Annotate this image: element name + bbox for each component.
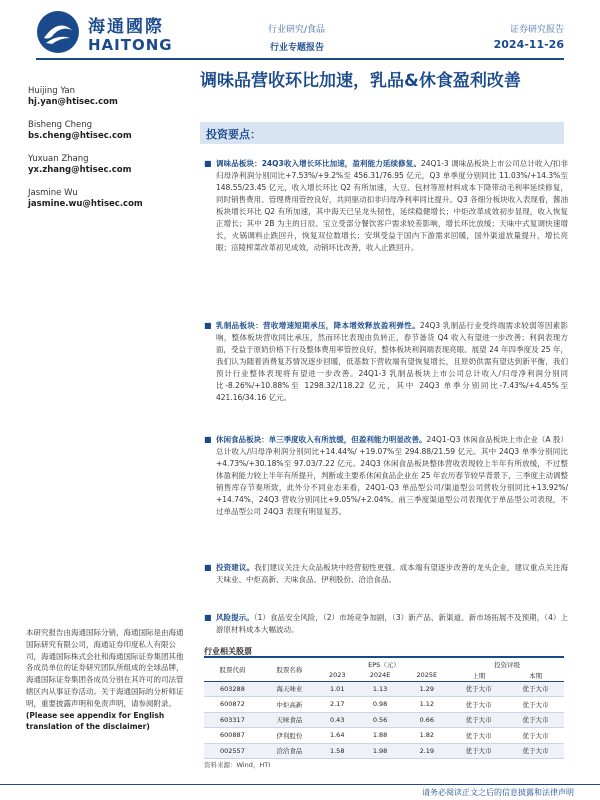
cell-eps: 1.13: [357, 681, 404, 697]
table-row: [204, 712, 564, 728]
cell-name: 海天味业: [261, 681, 318, 697]
col-header-rating: 投资评级: [494, 660, 521, 669]
col-header-year: 2024E: [357, 670, 404, 681]
table-row: [204, 681, 564, 697]
cell-eps: 1.29: [403, 681, 450, 697]
cell-code: 600872: [204, 697, 261, 713]
cell-eps: 0.56: [357, 712, 404, 728]
cell-eps: 1.88: [357, 728, 404, 744]
table-row: [204, 743, 564, 759]
bullet-lead: 投资建议。: [216, 563, 255, 572]
cell-eps: 0.43: [318, 712, 357, 728]
table-row: [204, 728, 564, 744]
col-header-eps: EPS（元）: [368, 660, 400, 669]
bullet-text: 24Q1-Q3 休闲食品板块上市企业（A 股）总计收入/归母净利润分别同比+14.44%/ +19.07%至 294.88/21.59 亿元。其中 24Q3 单季分别同比+4.73%/+30.18%至 97.03/7.22 亿元。24Q3 休闲食品板块整体营收表现较上半年有所放缓，不过整体盈利能力较上半年有所提升，判断或主要系休闲食品企业在 25 年农历春节较早背景下，三季度主动调整销售库存节奏所致，此外分不同业态来看，24Q1-Q3 单品型公司/渠道型公司营收分别同比+13.92%/ +14.74%，24Q3 营收分别同比+9.05%/+2.04%。前三季度渠道型公司表现优于单品型公司表现，不过单品型公司 24Q3 表现有明显复苏。: [216, 435, 568, 516]
cell-eps: 1.82: [403, 728, 450, 744]
related-stocks-table: [204, 658, 564, 759]
analyst-name: Jasmine Wu: [28, 188, 78, 198]
bullet-text: （1）食品安全风险，（2）市场竞争加剧，（3）新产品、新渠道、新市场拓展不及预期，（4）上游原材料成本大幅波动。: [216, 613, 568, 634]
analyst-entry: [28, 154, 188, 176]
cell-eps: 1.58: [318, 743, 357, 759]
bullet-investment-advice: [204, 562, 568, 586]
bullet-marker-icon: ■: [204, 613, 212, 622]
bullet-marker-icon: ■: [204, 435, 212, 444]
invest-points-title: 投资要点：: [206, 128, 261, 141]
related-stocks-title: 行业相关股票: [204, 647, 252, 656]
bullet-lead: 休闲食品板块：单三季度收入有所放缓，但盈利能力明显改善。: [216, 435, 427, 444]
bullet-text: 我们建议关注大众品板块中经营韧性更强、成本端有望逐步改善的龙头企业，建议重点关注海天味业、中炬高新、天味食品、伊利股份、洽洽食品。: [216, 563, 569, 584]
col-header-rating-prev: 上期: [450, 670, 507, 681]
cell-name: 中炬高新: [261, 697, 318, 713]
report-header: [0, 0, 600, 60]
analyst-entry: [28, 86, 188, 108]
cell-rating-prev: 优于大市: [450, 681, 507, 697]
report-title: 调味品营收环比加速，乳品&休食盈利改善: [200, 71, 521, 91]
disclaimer: [26, 627, 186, 733]
footer-notice: 请务必阅读正文之后的信息披露和法律声明: [422, 788, 574, 797]
cell-rating-curr: 优于大市: [507, 681, 564, 697]
bullet-marker-icon: ■: [204, 159, 212, 168]
table-source-note: 资料来源：Wind，HTI: [204, 761, 271, 769]
report-type: 行业专题报告: [270, 43, 325, 53]
col-header-name: 股票名称: [261, 658, 318, 681]
cell-name: 天味食品: [261, 712, 318, 728]
cell-rating-prev: 优于大市: [450, 728, 507, 744]
analyst-email[interactable]: jasmine.wu@htisec.com: [28, 199, 143, 209]
cell-rating-prev: 优于大市: [450, 712, 507, 728]
cell-rating-curr: 优于大市: [507, 743, 564, 759]
bullet-lead: 调味品板块：24Q3收入增长环比加速，盈利能力延续修复。: [216, 159, 421, 168]
analyst-name: Huijing Yan: [28, 86, 75, 96]
analyst-name: Bisheng Cheng: [28, 120, 93, 130]
table-row: [204, 697, 564, 713]
report-date: 2024-11-26: [493, 38, 564, 51]
col-header-code: 股票代码: [204, 658, 261, 681]
cell-eps: 0.66: [403, 712, 450, 728]
disclaimer-chinese: 本研究报告由海通国际分销，海通国际是由海通国际研究有限公司，海通证券印度私人有限公司，海通国际株式会社和海通国际证券集团其他各成员单位的证券研究团队所组成的全球品牌，海通国际证券集团各成员分别在其许可的司法管辖区内从事证券活动。关于海通国际的分析师证明，重要披露声明和免责声明，请参阅附录。: [26, 628, 184, 708]
cell-eps: 1.12: [403, 697, 450, 713]
col-header-year: 2023: [318, 670, 357, 681]
cell-eps: 1.64: [318, 728, 357, 744]
bullet-marker-icon: ■: [204, 563, 212, 572]
bullet-snacks: [204, 434, 568, 518]
analyst-email[interactable]: bs.cheng@htisec.com: [28, 131, 132, 141]
cell-code: 603288: [204, 681, 261, 697]
bullet-text: 24Q3 乳制品行业受终端需求较弱等因素影响，整体板块营收同比承压，然而环比表现由负转正，春节备货 Q4 收入有望进一步改善；利润表现方面，受益于原奶价格下行及整体费用率管控良好，整体板块利润端表现亮眼。展望 24 年四季度及 25 年，我们认为随着消费复苏情况逐步回暖，低基数下营收端有望恢复增长，且原奶供需有望达到新平衡，我们预计行业整体表现将有望进一步改善。24Q1-3 乳制品板块上市公司总计收入/归母净利润分别同比-8.26%/+10.88%至 1298.32/118.22 亿元，其中 24Q3 单季分别同比-7.43%/+4.45%至 421.16/34.16 亿元。: [216, 321, 569, 402]
cell-rating-prev: 优于大市: [450, 743, 507, 759]
haitong-logo-icon: [36, 10, 80, 54]
bullet-text: 24Q1-3 调味品板块上市公司总计收入/扣非归母净利润分别同比+7.53%/+9.2%至 456.31/76.95 亿元，Q3 单季度分别同比 11.03%/+14.3%至 148.55/23.45 亿元，收入增长环比 Q2 有所加速，大豆、包材等原材料成本下降带动毛利率延续修复，同时销售费用、管理费用管控良好，共同驱动扣非归母净利率同比提升。Q3 各细分板块收入表现看，酱油板块增长环比 Q2 有所加速，其中海天已呈龙头韧性，延续稳健增长；中炬改革成效初步显现，收入恢复正增长；其中 2B 为主的日辰、宝立受部分餐饮客户需求较差影响，增长环比放缓；天味中式复调快速增长，火锅调料止跌回升，恢复双位数增长；安琪受益于国内下游需求回暖，国外渠道放量提升，增长亮眼；涪陵榨菜改革初见成效，动销环比改善，收入止跌回升。: [216, 159, 569, 252]
logo-chinese-name: 海通國際: [88, 17, 164, 37]
bullet-lead: 风险提示。: [216, 613, 254, 622]
cell-eps: 2.17: [318, 697, 357, 713]
bullet-risk-warning: [204, 612, 568, 636]
header-divider: [36, 58, 564, 60]
logo-english-name: HAITONG: [88, 36, 173, 54]
cell-eps: 1.01: [318, 681, 357, 697]
report-label: 证券研究报告: [509, 25, 564, 35]
cell-rating-curr: 优于大市: [507, 728, 564, 744]
cell-rating-curr: 优于大市: [507, 697, 564, 713]
report-category: 行业研究/食品: [268, 25, 326, 35]
cell-eps: 1.98: [357, 743, 404, 759]
col-header-rating-curr: 本期: [507, 670, 564, 681]
analyst-list: [28, 86, 188, 222]
cell-rating-prev: 优于大市: [450, 697, 507, 713]
cell-name: 伊利股份: [261, 728, 318, 744]
cell-name: 洽洽食品: [261, 743, 318, 759]
cell-rating-curr: 优于大市: [507, 712, 564, 728]
bullet-dairy: [204, 320, 568, 404]
analyst-name: Yuxuan Zhang: [28, 154, 89, 164]
cell-code: 002557: [204, 743, 261, 759]
analyst-entry: [28, 188, 188, 210]
analyst-entry: [28, 120, 188, 142]
cell-code: 603317: [204, 712, 261, 728]
disclaimer-english: (Please see appendix for English translation of the disclaimer): [26, 710, 165, 732]
col-header-year: 2025E: [403, 670, 450, 681]
bullet-lead: 乳制品板块：营收增速短期承压，降本增效释放盈利弹性。: [216, 321, 420, 330]
footer-divider: [0, 784, 600, 785]
analyst-email[interactable]: yx.zhang@htisec.com: [28, 165, 132, 175]
analyst-email[interactable]: hj.yan@htisec.com: [28, 97, 118, 107]
bullet-condiments: [204, 158, 568, 254]
cell-eps: 0.98: [357, 697, 404, 713]
cell-code: 600887: [204, 728, 261, 744]
cell-eps: 2.19: [403, 743, 450, 759]
bullet-marker-icon: ■: [204, 321, 212, 330]
